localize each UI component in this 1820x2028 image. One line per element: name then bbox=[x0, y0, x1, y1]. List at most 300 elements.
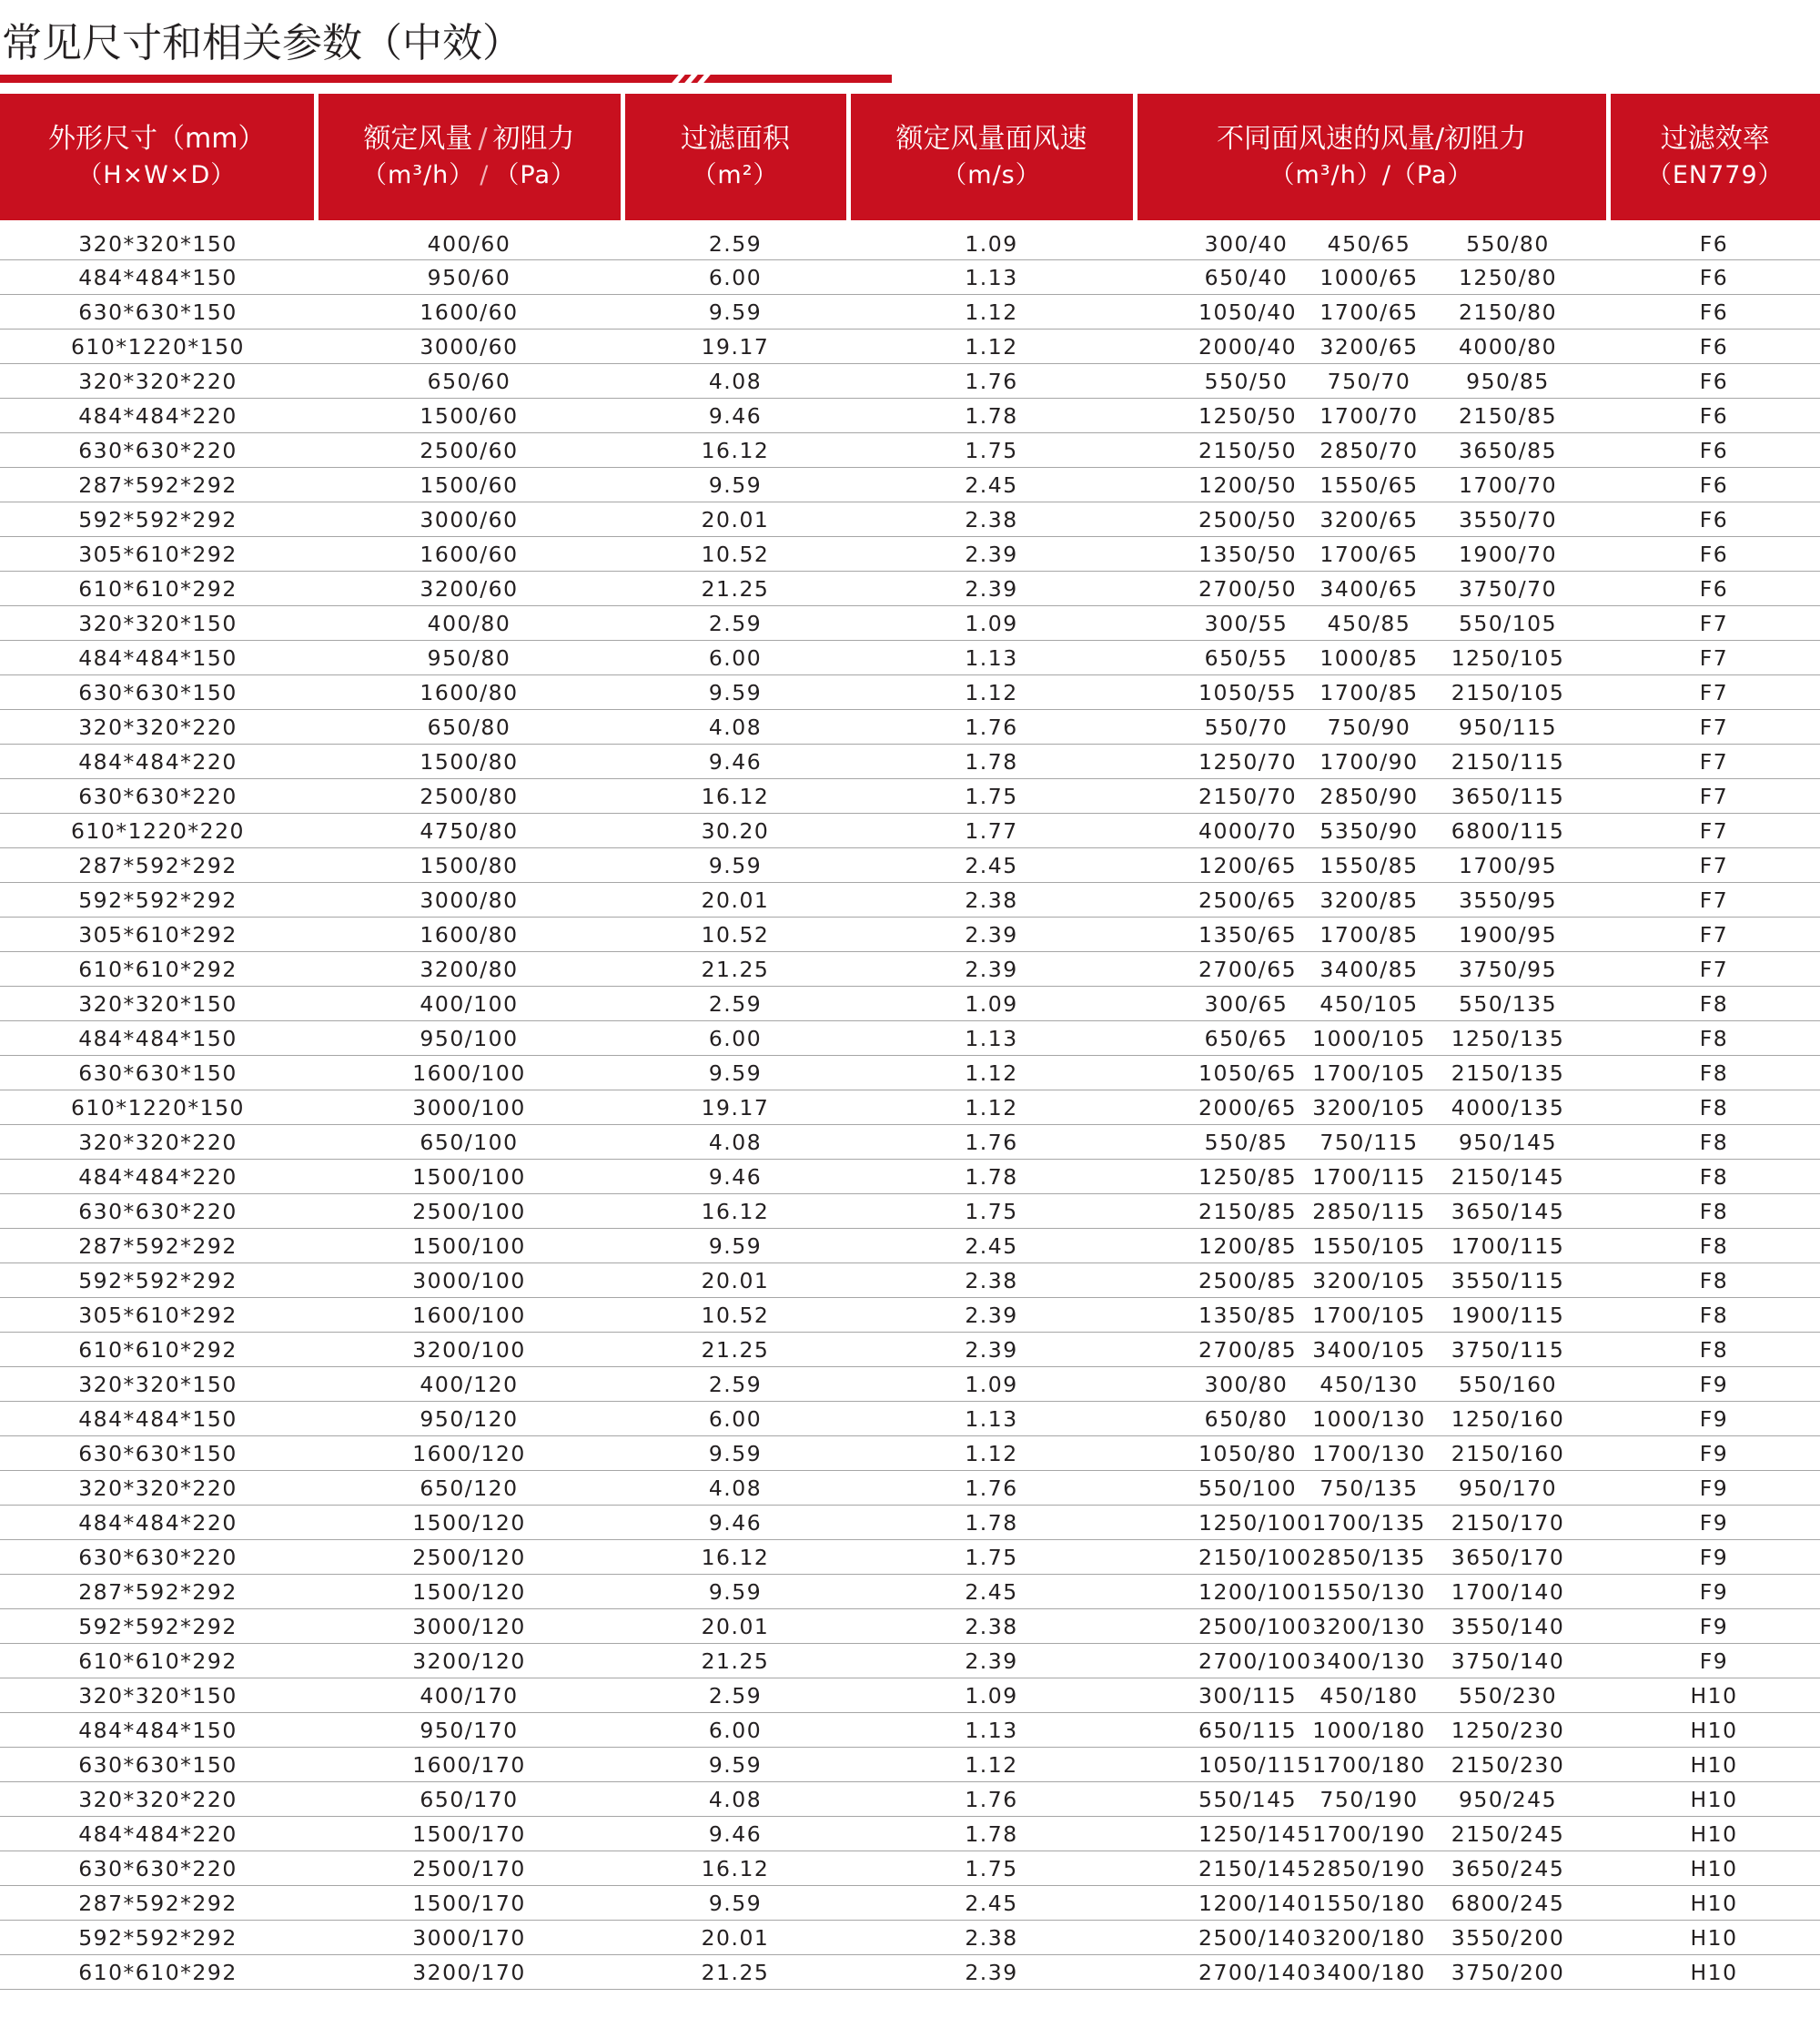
table-row bbox=[0, 260, 1820, 295]
cell-airflow-low: 2500/100 bbox=[1135, 1609, 1294, 1644]
cell-airflow-mid: 1700/130 bbox=[1294, 1436, 1444, 1471]
cell-airflow-high: 3550/95 bbox=[1444, 883, 1608, 918]
table-row bbox=[0, 1782, 1820, 1817]
cell-rated-airflow: 1500/170 bbox=[316, 1817, 622, 1851]
cell-airflow-high: 2150/145 bbox=[1444, 1160, 1608, 1194]
cell-airflow-low: 550/50 bbox=[1135, 364, 1294, 399]
cell-efficiency: F8 bbox=[1608, 1229, 1820, 1263]
cell-airflow-mid: 2850/70 bbox=[1294, 433, 1444, 468]
cell-face-velocity: 1.13 bbox=[848, 1713, 1135, 1748]
cell-size: 484*484*150 bbox=[0, 1402, 316, 1436]
cell-filter-area: 2.59 bbox=[622, 606, 848, 641]
cell-efficiency: F6 bbox=[1608, 295, 1820, 330]
cell-filter-area: 6.00 bbox=[622, 260, 848, 295]
header-rated-label: 额定风量 bbox=[363, 122, 473, 155]
cell-face-velocity: 1.09 bbox=[848, 987, 1135, 1021]
cell-efficiency: F9 bbox=[1608, 1402, 1820, 1436]
cell-size: 610*610*292 bbox=[0, 1333, 316, 1367]
cell-filter-area: 6.00 bbox=[622, 1402, 848, 1436]
table-row bbox=[0, 1298, 1820, 1333]
table-row bbox=[0, 1021, 1820, 1056]
cell-airflow-high: 550/135 bbox=[1444, 987, 1608, 1021]
cell-rated-airflow: 3200/60 bbox=[316, 572, 622, 606]
cell-size: 630*630*150 bbox=[0, 1436, 316, 1471]
cell-airflow-low: 1050/65 bbox=[1135, 1056, 1294, 1090]
table-row bbox=[0, 1160, 1820, 1194]
cell-size: 484*484*220 bbox=[0, 399, 316, 433]
cell-airflow-low: 650/115 bbox=[1135, 1713, 1294, 1748]
cell-size: 320*320*220 bbox=[0, 1782, 316, 1817]
cell-face-velocity: 1.13 bbox=[848, 1402, 1135, 1436]
cell-face-velocity: 2.38 bbox=[848, 883, 1135, 918]
cell-size: 320*320*220 bbox=[0, 1125, 316, 1160]
table-row bbox=[0, 710, 1820, 745]
cell-airflow-high: 950/170 bbox=[1444, 1471, 1608, 1506]
cell-filter-area: 21.25 bbox=[622, 572, 848, 606]
cell-filter-area: 9.59 bbox=[622, 1436, 848, 1471]
cell-rated-airflow: 1600/170 bbox=[316, 1748, 622, 1782]
cell-rated-airflow: 1600/100 bbox=[316, 1298, 622, 1333]
title-rule bbox=[0, 75, 892, 83]
cell-face-velocity: 1.78 bbox=[848, 745, 1135, 779]
page-title: 常见尺寸和相关参数（中效） bbox=[2, 20, 522, 66]
cell-efficiency: F6 bbox=[1608, 433, 1820, 468]
table-row bbox=[0, 1748, 1820, 1782]
cell-airflow-low: 650/80 bbox=[1135, 1402, 1294, 1436]
cell-efficiency: F6 bbox=[1608, 537, 1820, 572]
cell-airflow-low: 300/55 bbox=[1135, 606, 1294, 641]
cell-rated-airflow: 1500/80 bbox=[316, 745, 622, 779]
cell-rated-airflow: 400/100 bbox=[316, 987, 622, 1021]
cell-rated-airflow: 1500/100 bbox=[316, 1160, 622, 1194]
cell-rated-airflow: 1600/60 bbox=[316, 295, 622, 330]
cell-face-velocity: 1.12 bbox=[848, 675, 1135, 710]
header-rated-unit bbox=[318, 157, 621, 194]
header-rated-unit-b: （Pa） bbox=[494, 160, 577, 189]
cell-size: 592*592*292 bbox=[0, 1609, 316, 1644]
cell-efficiency: F9 bbox=[1608, 1540, 1820, 1575]
cell-rated-airflow: 400/80 bbox=[316, 606, 622, 641]
cell-face-velocity: 1.09 bbox=[848, 606, 1135, 641]
cell-rated-airflow: 3000/60 bbox=[316, 502, 622, 537]
cell-airflow-low: 2150/145 bbox=[1135, 1851, 1294, 1886]
cell-filter-area: 9.59 bbox=[622, 848, 848, 883]
cell-airflow-mid: 1700/65 bbox=[1294, 537, 1444, 572]
cell-rated-airflow: 3000/60 bbox=[316, 330, 622, 364]
cell-airflow-high: 3750/140 bbox=[1444, 1644, 1608, 1678]
table-row bbox=[0, 1056, 1820, 1090]
cell-airflow-low: 1250/70 bbox=[1135, 745, 1294, 779]
cell-airflow-low: 550/70 bbox=[1135, 710, 1294, 745]
cell-airflow-mid: 3200/130 bbox=[1294, 1609, 1444, 1644]
cell-airflow-low: 300/65 bbox=[1135, 987, 1294, 1021]
cell-face-velocity: 1.78 bbox=[848, 399, 1135, 433]
table-row bbox=[0, 1229, 1820, 1263]
table-row bbox=[0, 364, 1820, 399]
header-initial-resistance-label: 初阻力 bbox=[492, 122, 575, 155]
cell-efficiency: F9 bbox=[1608, 1609, 1820, 1644]
cell-airflow-mid: 5350/90 bbox=[1294, 814, 1444, 848]
table-row bbox=[0, 1333, 1820, 1367]
table-row bbox=[0, 330, 1820, 364]
cell-airflow-low: 4000/70 bbox=[1135, 814, 1294, 848]
cell-airflow-low: 2000/40 bbox=[1135, 330, 1294, 364]
cell-airflow-high: 950/145 bbox=[1444, 1125, 1608, 1160]
cell-filter-area: 16.12 bbox=[622, 779, 848, 814]
cell-size: 320*320*220 bbox=[0, 710, 316, 745]
cell-size: 484*484*150 bbox=[0, 260, 316, 295]
cell-airflow-low: 1200/140 bbox=[1135, 1886, 1294, 1921]
header-variable-airflow bbox=[1135, 94, 1608, 220]
cell-airflow-high: 4000/135 bbox=[1444, 1090, 1608, 1125]
cell-airflow-mid: 3400/85 bbox=[1294, 952, 1444, 987]
cell-size: 287*592*292 bbox=[0, 468, 316, 502]
table-row bbox=[0, 1644, 1820, 1678]
cell-size: 592*592*292 bbox=[0, 1921, 316, 1955]
cell-airflow-mid: 1000/130 bbox=[1294, 1402, 1444, 1436]
table-row bbox=[0, 918, 1820, 952]
cell-airflow-low: 1250/50 bbox=[1135, 399, 1294, 433]
table-row bbox=[0, 952, 1820, 987]
cell-filter-area: 2.59 bbox=[622, 1678, 848, 1713]
cell-size: 484*484*220 bbox=[0, 745, 316, 779]
cell-airflow-high: 1250/135 bbox=[1444, 1021, 1608, 1056]
cell-airflow-high: 3650/145 bbox=[1444, 1194, 1608, 1229]
cell-efficiency: F8 bbox=[1608, 1194, 1820, 1229]
cell-rated-airflow: 400/60 bbox=[316, 220, 622, 260]
cell-rated-airflow: 1600/60 bbox=[316, 537, 622, 572]
cell-airflow-high: 3550/115 bbox=[1444, 1263, 1608, 1298]
cell-airflow-mid: 1700/190 bbox=[1294, 1817, 1444, 1851]
spec-table bbox=[0, 94, 1820, 1990]
cell-airflow-high: 1250/105 bbox=[1444, 641, 1608, 675]
cell-airflow-high: 3750/115 bbox=[1444, 1333, 1608, 1367]
cell-airflow-low: 1200/100 bbox=[1135, 1575, 1294, 1609]
cell-size: 287*592*292 bbox=[0, 1886, 316, 1921]
cell-face-velocity: 1.75 bbox=[848, 779, 1135, 814]
cell-efficiency: H10 bbox=[1608, 1782, 1820, 1817]
cell-filter-area: 20.01 bbox=[622, 502, 848, 537]
cell-rated-airflow: 4750/80 bbox=[316, 814, 622, 848]
table-row bbox=[0, 987, 1820, 1021]
table-row bbox=[0, 1817, 1820, 1851]
cell-airflow-low: 2150/50 bbox=[1135, 433, 1294, 468]
cell-airflow-high: 3650/170 bbox=[1444, 1540, 1608, 1575]
title-bar bbox=[0, 0, 1820, 87]
cell-rated-airflow: 3200/100 bbox=[316, 1333, 622, 1367]
cell-airflow-low: 550/145 bbox=[1135, 1782, 1294, 1817]
cell-size: 484*484*150 bbox=[0, 1021, 316, 1056]
cell-filter-area: 9.59 bbox=[622, 468, 848, 502]
table-row bbox=[0, 1471, 1820, 1506]
cell-airflow-mid: 2850/90 bbox=[1294, 779, 1444, 814]
cell-size: 610*1220*220 bbox=[0, 814, 316, 848]
table-row bbox=[0, 641, 1820, 675]
cell-filter-area: 6.00 bbox=[622, 1713, 848, 1748]
cell-efficiency: F7 bbox=[1608, 848, 1820, 883]
cell-airflow-high: 1700/140 bbox=[1444, 1575, 1608, 1609]
cell-airflow-low: 1250/100 bbox=[1135, 1506, 1294, 1540]
cell-face-velocity: 1.09 bbox=[848, 1678, 1135, 1713]
cell-airflow-mid: 1550/130 bbox=[1294, 1575, 1444, 1609]
table-header-row bbox=[0, 94, 1820, 220]
cell-rated-airflow: 3200/80 bbox=[316, 952, 622, 987]
cell-airflow-mid: 3400/130 bbox=[1294, 1644, 1444, 1678]
cell-efficiency: F7 bbox=[1608, 814, 1820, 848]
cell-size: 610*610*292 bbox=[0, 952, 316, 987]
cell-airflow-low: 1050/55 bbox=[1135, 675, 1294, 710]
cell-airflow-high: 3650/245 bbox=[1444, 1851, 1608, 1886]
cell-airflow-low: 1350/50 bbox=[1135, 537, 1294, 572]
cell-efficiency: F8 bbox=[1608, 1021, 1820, 1056]
cell-airflow-mid: 3200/85 bbox=[1294, 883, 1444, 918]
cell-airflow-high: 1700/95 bbox=[1444, 848, 1608, 883]
cell-face-velocity: 2.38 bbox=[848, 502, 1135, 537]
table-row bbox=[0, 848, 1820, 883]
cell-face-velocity: 2.38 bbox=[848, 1263, 1135, 1298]
cell-rated-airflow: 2500/120 bbox=[316, 1540, 622, 1575]
cell-filter-area: 2.59 bbox=[622, 1367, 848, 1402]
header-size bbox=[0, 94, 316, 220]
header-efficiency bbox=[1608, 94, 1820, 220]
cell-airflow-mid: 3400/65 bbox=[1294, 572, 1444, 606]
cell-airflow-high: 2150/105 bbox=[1444, 675, 1608, 710]
cell-face-velocity: 2.38 bbox=[848, 1921, 1135, 1955]
cell-size: 630*630*220 bbox=[0, 1194, 316, 1229]
cell-size: 592*592*292 bbox=[0, 502, 316, 537]
cell-face-velocity: 1.13 bbox=[848, 260, 1135, 295]
table-row bbox=[0, 606, 1820, 641]
cell-face-velocity: 2.45 bbox=[848, 848, 1135, 883]
cell-size: 320*320*150 bbox=[0, 987, 316, 1021]
cell-filter-area: 9.59 bbox=[622, 1748, 848, 1782]
cell-rated-airflow: 1500/120 bbox=[316, 1575, 622, 1609]
cell-airflow-mid: 1000/65 bbox=[1294, 260, 1444, 295]
cell-filter-area: 4.08 bbox=[622, 1125, 848, 1160]
table-row bbox=[0, 675, 1820, 710]
cell-efficiency: F6 bbox=[1608, 330, 1820, 364]
cell-filter-area: 21.25 bbox=[622, 1333, 848, 1367]
cell-face-velocity: 1.78 bbox=[848, 1506, 1135, 1540]
header-rated-unit-a: （m³/h） bbox=[361, 160, 475, 189]
cell-efficiency: F7 bbox=[1608, 745, 1820, 779]
cell-filter-area: 21.25 bbox=[622, 1644, 848, 1678]
table-row bbox=[0, 1678, 1820, 1713]
cell-rated-airflow: 1600/100 bbox=[316, 1056, 622, 1090]
cell-efficiency: F9 bbox=[1608, 1644, 1820, 1678]
cell-face-velocity: 1.76 bbox=[848, 1782, 1135, 1817]
table-row bbox=[0, 1955, 1820, 1990]
header-face-velocity bbox=[848, 94, 1135, 220]
table-row bbox=[0, 502, 1820, 537]
cell-airflow-high: 3750/70 bbox=[1444, 572, 1608, 606]
cell-face-velocity: 1.75 bbox=[848, 1540, 1135, 1575]
cell-airflow-low: 1050/40 bbox=[1135, 295, 1294, 330]
cell-size: 630*630*150 bbox=[0, 675, 316, 710]
table-row bbox=[0, 1575, 1820, 1609]
cell-airflow-mid: 2850/190 bbox=[1294, 1851, 1444, 1886]
cell-rated-airflow: 3000/80 bbox=[316, 883, 622, 918]
cell-efficiency: F6 bbox=[1608, 220, 1820, 260]
cell-face-velocity: 1.75 bbox=[848, 1194, 1135, 1229]
cell-airflow-high: 3550/70 bbox=[1444, 502, 1608, 537]
cell-rated-airflow: 1500/60 bbox=[316, 399, 622, 433]
cell-size: 484*484*220 bbox=[0, 1817, 316, 1851]
header-filter-area bbox=[622, 94, 848, 220]
cell-airflow-high: 1700/115 bbox=[1444, 1229, 1608, 1263]
cell-airflow-mid: 1550/180 bbox=[1294, 1886, 1444, 1921]
cell-efficiency: F7 bbox=[1608, 710, 1820, 745]
cell-airflow-mid: 450/105 bbox=[1294, 987, 1444, 1021]
header-size-unit: （H×W×D） bbox=[77, 160, 237, 189]
cell-efficiency: F8 bbox=[1608, 1263, 1820, 1298]
cell-size: 287*592*292 bbox=[0, 848, 316, 883]
cell-efficiency: H10 bbox=[1608, 1817, 1820, 1851]
cell-airflow-low: 2150/100 bbox=[1135, 1540, 1294, 1575]
cell-rated-airflow: 950/120 bbox=[316, 1402, 622, 1436]
cell-airflow-mid: 3200/65 bbox=[1294, 330, 1444, 364]
cell-size: 484*484*150 bbox=[0, 1713, 316, 1748]
cell-rated-airflow: 950/60 bbox=[316, 260, 622, 295]
cell-face-velocity: 2.45 bbox=[848, 1886, 1135, 1921]
cell-airflow-low: 1250/85 bbox=[1135, 1160, 1294, 1194]
cell-face-velocity: 2.39 bbox=[848, 1955, 1135, 1990]
cell-efficiency: F7 bbox=[1608, 606, 1820, 641]
cell-rated-airflow: 650/60 bbox=[316, 364, 622, 399]
cell-airflow-high: 1900/95 bbox=[1444, 918, 1608, 952]
cell-efficiency: F6 bbox=[1608, 572, 1820, 606]
cell-filter-area: 9.59 bbox=[622, 1886, 848, 1921]
cell-face-velocity: 1.12 bbox=[848, 1748, 1135, 1782]
cell-airflow-high: 2150/170 bbox=[1444, 1506, 1608, 1540]
table-row bbox=[0, 883, 1820, 918]
cell-size: 630*630*220 bbox=[0, 779, 316, 814]
cell-efficiency: F7 bbox=[1608, 675, 1820, 710]
table-row bbox=[0, 1436, 1820, 1471]
cell-airflow-high: 1900/115 bbox=[1444, 1298, 1608, 1333]
cell-filter-area: 9.46 bbox=[622, 745, 848, 779]
cell-face-velocity: 2.39 bbox=[848, 1298, 1135, 1333]
cell-airflow-low: 300/40 bbox=[1135, 220, 1294, 260]
table-row bbox=[0, 433, 1820, 468]
cell-efficiency: F6 bbox=[1608, 364, 1820, 399]
cell-rated-airflow: 950/100 bbox=[316, 1021, 622, 1056]
cell-filter-area: 9.46 bbox=[622, 1817, 848, 1851]
cell-rated-airflow: 2500/80 bbox=[316, 779, 622, 814]
cell-airflow-mid: 1700/115 bbox=[1294, 1160, 1444, 1194]
cell-face-velocity: 1.77 bbox=[848, 814, 1135, 848]
table-row bbox=[0, 1402, 1820, 1436]
cell-filter-area: 16.12 bbox=[622, 1851, 848, 1886]
cell-airflow-mid: 1700/85 bbox=[1294, 675, 1444, 710]
cell-airflow-low: 2150/70 bbox=[1135, 779, 1294, 814]
cell-rated-airflow: 1500/100 bbox=[316, 1229, 622, 1263]
cell-airflow-mid: 1550/85 bbox=[1294, 848, 1444, 883]
cell-airflow-low: 650/40 bbox=[1135, 260, 1294, 295]
header-area-label: 过滤面积 bbox=[681, 122, 790, 155]
cell-efficiency: H10 bbox=[1608, 1678, 1820, 1713]
cell-airflow-high: 2150/115 bbox=[1444, 745, 1608, 779]
cell-airflow-mid: 1700/70 bbox=[1294, 399, 1444, 433]
cell-size: 320*320*220 bbox=[0, 364, 316, 399]
cell-size: 320*320*150 bbox=[0, 1367, 316, 1402]
cell-airflow-mid: 450/85 bbox=[1294, 606, 1444, 641]
table-row bbox=[0, 814, 1820, 848]
cell-efficiency: H10 bbox=[1608, 1851, 1820, 1886]
header-variable-label: 不同面风速的风量/初阻力 bbox=[1216, 122, 1527, 155]
cell-efficiency: F8 bbox=[1608, 1160, 1820, 1194]
cell-airflow-low: 300/115 bbox=[1135, 1678, 1294, 1713]
cell-airflow-low: 2700/85 bbox=[1135, 1333, 1294, 1367]
cell-face-velocity: 1.12 bbox=[848, 1056, 1135, 1090]
cell-airflow-high: 2150/85 bbox=[1444, 399, 1608, 433]
table-row bbox=[0, 1367, 1820, 1402]
cell-airflow-low: 300/80 bbox=[1135, 1367, 1294, 1402]
cell-face-velocity: 2.45 bbox=[848, 1229, 1135, 1263]
cell-rated-airflow: 1500/170 bbox=[316, 1886, 622, 1921]
cell-airflow-mid: 1700/105 bbox=[1294, 1298, 1444, 1333]
cell-airflow-high: 6800/245 bbox=[1444, 1886, 1608, 1921]
table-row bbox=[0, 1125, 1820, 1160]
cell-face-velocity: 2.39 bbox=[848, 1333, 1135, 1367]
cell-filter-area: 9.59 bbox=[622, 1229, 848, 1263]
cell-face-velocity: 1.13 bbox=[848, 641, 1135, 675]
cell-size: 610*1220*150 bbox=[0, 330, 316, 364]
cell-airflow-mid: 3200/65 bbox=[1294, 502, 1444, 537]
cell-filter-area: 21.25 bbox=[622, 952, 848, 987]
cell-filter-area: 10.52 bbox=[622, 1298, 848, 1333]
cell-efficiency: H10 bbox=[1608, 1955, 1820, 1990]
cell-filter-area: 10.52 bbox=[622, 537, 848, 572]
cell-size: 610*610*292 bbox=[0, 572, 316, 606]
cell-filter-area: 9.46 bbox=[622, 1160, 848, 1194]
header-efficiency-unit: （EN779） bbox=[1646, 160, 1784, 189]
cell-airflow-low: 1250/145 bbox=[1135, 1817, 1294, 1851]
header-rated-unit-divider: / bbox=[480, 160, 490, 189]
cell-rated-airflow: 400/120 bbox=[316, 1367, 622, 1402]
cell-airflow-high: 1250/230 bbox=[1444, 1713, 1608, 1748]
cell-size: 287*592*292 bbox=[0, 1229, 316, 1263]
cell-airflow-mid: 1700/85 bbox=[1294, 918, 1444, 952]
cell-efficiency: F9 bbox=[1608, 1471, 1820, 1506]
cell-size: 320*320*150 bbox=[0, 220, 316, 260]
table-row bbox=[0, 1713, 1820, 1748]
cell-face-velocity: 2.39 bbox=[848, 952, 1135, 987]
cell-airflow-high: 2150/80 bbox=[1444, 295, 1608, 330]
cell-filter-area: 20.01 bbox=[622, 883, 848, 918]
cell-airflow-mid: 3400/105 bbox=[1294, 1333, 1444, 1367]
cell-airflow-high: 3650/115 bbox=[1444, 779, 1608, 814]
table-row bbox=[0, 1921, 1820, 1955]
cell-face-velocity: 1.09 bbox=[848, 220, 1135, 260]
cell-efficiency: F6 bbox=[1608, 399, 1820, 433]
table-row bbox=[0, 1886, 1820, 1921]
cell-face-velocity: 1.76 bbox=[848, 710, 1135, 745]
cell-filter-area: 21.25 bbox=[622, 1955, 848, 1990]
cell-airflow-low: 650/65 bbox=[1135, 1021, 1294, 1056]
cell-size: 320*320*150 bbox=[0, 606, 316, 641]
cell-airflow-low: 2700/140 bbox=[1135, 1955, 1294, 1990]
table-row bbox=[0, 1609, 1820, 1644]
table-row bbox=[0, 468, 1820, 502]
cell-airflow-low: 1050/115 bbox=[1135, 1748, 1294, 1782]
cell-efficiency: F7 bbox=[1608, 883, 1820, 918]
cell-airflow-mid: 1550/105 bbox=[1294, 1229, 1444, 1263]
cell-face-velocity: 2.45 bbox=[848, 1575, 1135, 1609]
cell-airflow-mid: 1000/180 bbox=[1294, 1713, 1444, 1748]
table-row bbox=[0, 1263, 1820, 1298]
cell-rated-airflow: 1500/80 bbox=[316, 848, 622, 883]
